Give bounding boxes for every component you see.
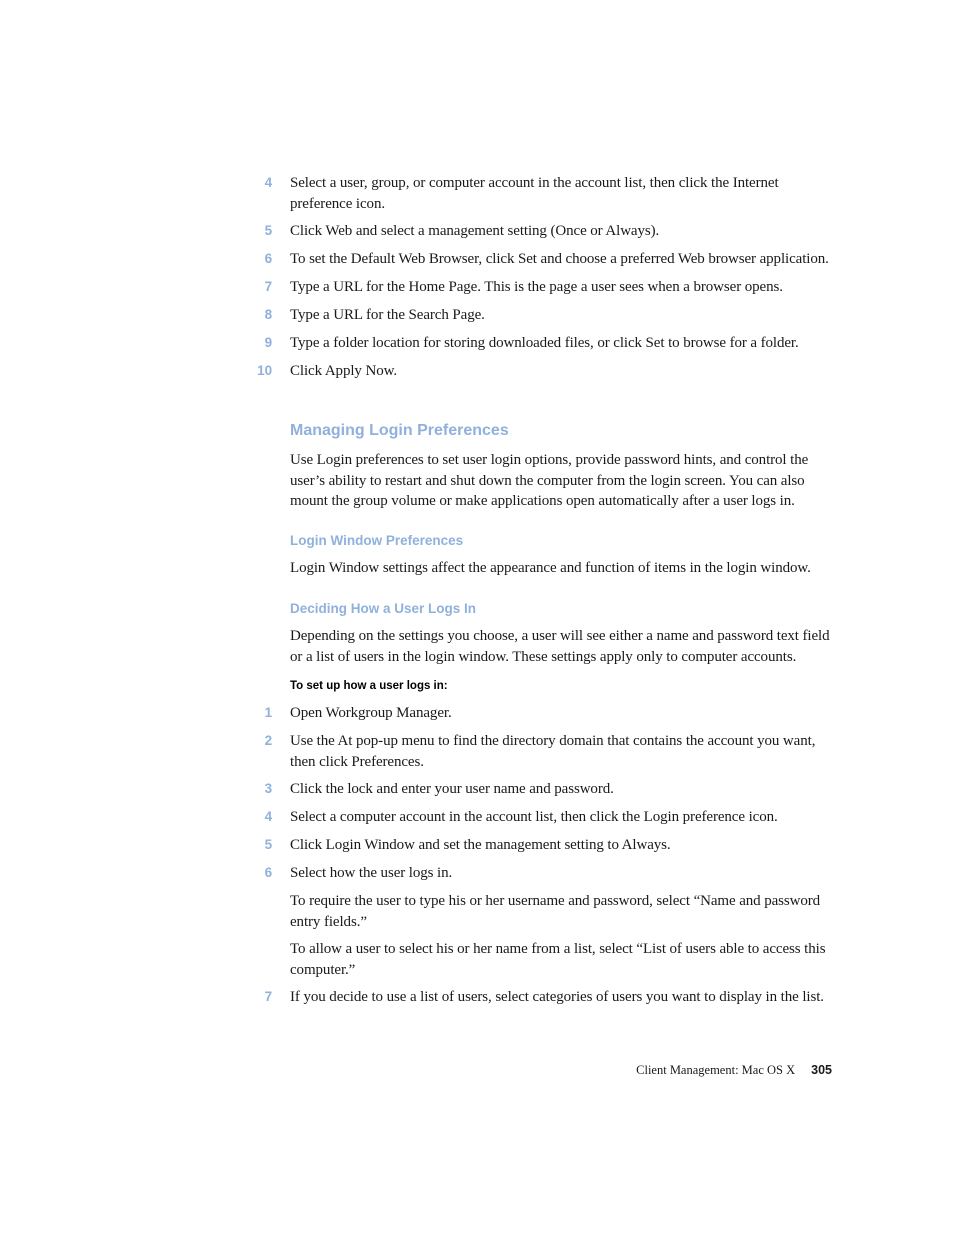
list-item [250,807,830,828]
list-item [250,173,830,214]
list-item [250,305,830,326]
step-text: Select a user, group, or computer account in the account list, then click the Internet preference icon. [290,175,779,212]
list-item [250,779,830,800]
step-text: Select a computer account in the account list, then click the Login preference icon. [290,809,778,825]
step-text: Click Apply Now. [290,363,398,379]
step-text: Type a folder location for storing downloaded files, or click Set to browse for a folder. [290,335,799,351]
step-number: 7 [264,279,272,294]
list-item [250,703,830,724]
step-note: To allow a user to select his or her name from a list, select “List of users able to access this computer.” [290,941,826,978]
list-item [250,863,830,884]
page-footer [636,1063,832,1078]
list-item [250,731,830,772]
step-number: 3 [264,781,272,796]
steps-top-list [250,173,830,382]
step-text: Open Workgroup Manager. [290,705,452,721]
list-item [250,333,830,354]
task-heading: To set up how a user logs in: [290,680,448,692]
subsection-text-user-logs-in: Depending on the settings you choose, a user will see either a name and password text field or a list of users in the login window. These settings apply only to computer accounts. [290,628,830,665]
step-text: If you decide to use a list of users, select categories of users you want to display in the list. [290,989,824,1005]
step-number: 5 [264,223,272,238]
list-item [250,277,830,298]
step-text: To set the Default Web Browser, click Set and choose a preferred Web browser application. [290,251,829,267]
step-number: 8 [264,307,272,322]
steps-bottom-list [250,703,830,1008]
section [250,422,830,440]
list-item [250,221,830,242]
step-text: Type a URL for the Home Page. This is the page a user sees when a browser opens. [290,279,783,295]
section-heading: Managing Login Preferences [290,422,509,439]
footer-chapter: Client Management: Mac OS X [636,1063,796,1077]
step-text: Select how the user logs in. [290,865,453,881]
step-number: 9 [264,335,272,350]
step-text: Click the lock and enter your user name and password. [290,781,614,797]
step-number: 4 [264,175,272,190]
step-number: 6 [264,251,272,266]
step-number: 1 [264,705,272,720]
step-number: 10 [257,363,272,378]
step-number: 2 [264,733,272,748]
list-item [250,361,830,382]
list-item [250,835,830,856]
subsection-heading-user-logs-in: Deciding How a User Logs In [290,601,477,616]
step-text: Click Login Window and set the management setting to Always. [290,837,671,853]
page-number: 305 [811,1063,832,1077]
subsection-heading-login-window: Login Window Preferences [290,533,464,548]
subsection-text-login-window: Login Window settings affect the appearance and function of items in the login window. [290,560,811,576]
step-text: Use the At pop-up menu to find the directory domain that contains the account you want, then click Preferences. [290,733,816,770]
step-number: 5 [264,837,272,852]
step-number: 6 [264,865,272,880]
list-item [250,987,830,1008]
list-item [250,249,830,270]
step-number: 4 [264,809,272,824]
step-note: To require the user to type his or her username and password, select “Name and password entry fields.” [290,893,821,930]
step-number: 7 [264,989,272,1004]
step-text: Click Web and select a management setting (Once or Always). [290,223,660,239]
step-text: Type a URL for the Search Page. [290,307,485,323]
section-intro: Use Login preferences to set user login options, provide password hints, and control the user’s ability to restart and shut down the computer from the login screen. You can also mount the group volume or make applications open automatically after a user logs in. [290,452,809,509]
